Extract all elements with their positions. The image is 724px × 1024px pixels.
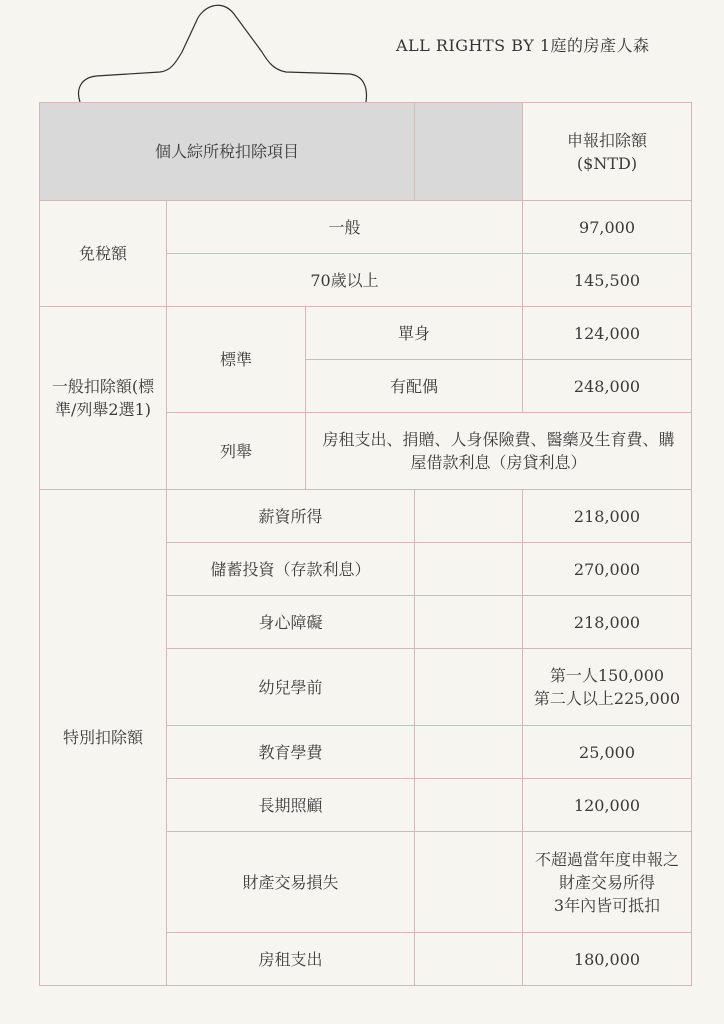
disability-amount: 218,000	[523, 596, 692, 649]
disability-label: 身心障礙	[167, 596, 415, 649]
special-deduction-label: 特別扣除額	[40, 490, 167, 986]
property-loss-line3: 3年內皆可抵扣	[553, 895, 661, 915]
header-amount-title	[523, 103, 692, 201]
rent-amount: 180,000	[523, 933, 692, 986]
preschool-label: 幼兒學前	[167, 649, 415, 726]
savings-label: 儲蓄投資（存款利息）	[167, 543, 415, 596]
table-header-row	[40, 103, 692, 201]
copyright-text: ALL RIGHTS BY 1庭的房產人森	[396, 36, 650, 55]
header-item-title: 個人綜所稅扣除項目	[40, 103, 415, 201]
preschool-amount-line2: 第二人以上225,000	[533, 689, 681, 708]
rent-label: 房租支出	[167, 933, 415, 986]
blank-cell	[415, 490, 523, 543]
longterm-care-amount: 120,000	[523, 779, 692, 832]
married-label: 有配偶	[306, 360, 523, 413]
exemption-label: 免稅額	[40, 201, 167, 307]
salary-label: 薪資所得	[167, 490, 415, 543]
standard-label: 標準	[167, 307, 306, 413]
general-deduction-label	[40, 307, 167, 490]
itemized-line1: 房租支出、捐贈、人身保險費、醫藥及生育費、購	[322, 430, 675, 449]
blank-cell	[415, 649, 523, 726]
header-amount-line2: ($NTD)	[576, 153, 638, 173]
blank-cell	[415, 726, 523, 779]
deduction-table	[39, 102, 692, 986]
exemption-senior-amount: 145,500	[523, 254, 692, 307]
single-label: 單身	[306, 307, 523, 360]
salary-amount: 218,000	[523, 490, 692, 543]
property-loss-label: 財產交易損失	[167, 832, 415, 933]
table-row	[40, 490, 692, 543]
blank-cell	[415, 832, 523, 933]
blank-cell	[415, 779, 523, 832]
exemption-general-label: 一般	[167, 201, 523, 254]
preschool-amount	[523, 649, 692, 726]
property-loss-amount	[523, 832, 692, 933]
itemized-line2: 屋借款利息（房貸利息）	[410, 453, 587, 472]
general-deduction-label-line2: 準/列舉2選1)	[55, 400, 151, 419]
blank-cell	[415, 596, 523, 649]
itemized-description	[306, 413, 692, 490]
preschool-amount-line1: 第一人150,000	[549, 666, 665, 685]
tuition-label: 教育學費	[167, 726, 415, 779]
exemption-senior-label: 70歲以上	[167, 254, 523, 307]
header-amount-line1: 申報扣除額	[567, 130, 648, 150]
single-amount: 124,000	[523, 307, 692, 360]
longterm-care-label: 長期照顧	[167, 779, 415, 832]
itemized-label: 列舉	[167, 413, 306, 490]
exemption-general-amount: 97,000	[523, 201, 692, 254]
married-amount: 248,000	[523, 360, 692, 413]
header-blank-cell	[415, 103, 523, 201]
general-deduction-label-line1: 一般扣除額(標	[51, 377, 155, 396]
blank-cell	[415, 543, 523, 596]
table-row	[40, 201, 692, 254]
property-loss-line1: 不超過當年度申報之	[535, 849, 680, 869]
property-loss-line2: 財產交易所得	[559, 872, 656, 892]
table-row	[40, 307, 692, 360]
tuition-amount: 25,000	[523, 726, 692, 779]
blank-cell	[415, 933, 523, 986]
savings-amount: 270,000	[523, 543, 692, 596]
